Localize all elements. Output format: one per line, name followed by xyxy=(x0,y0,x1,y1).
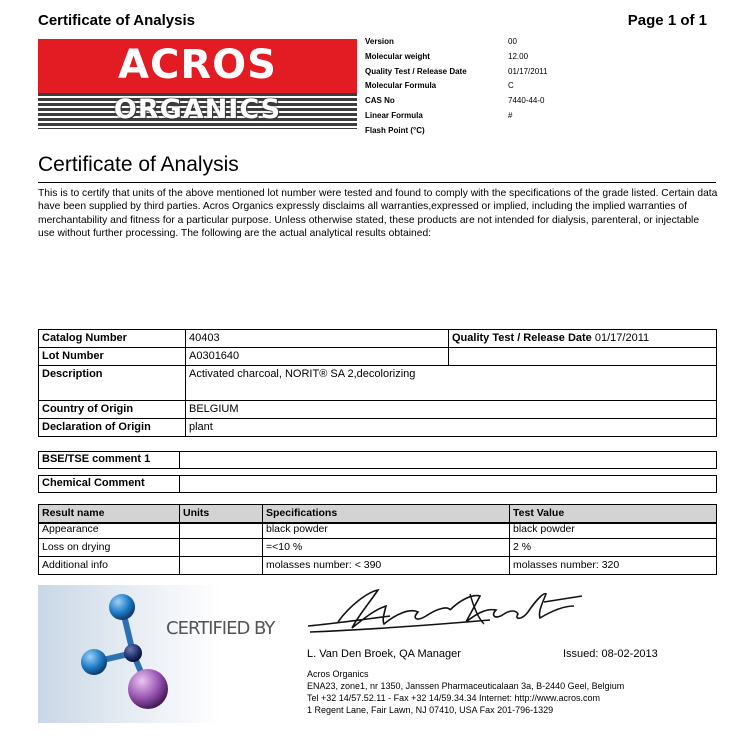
qt-value: 01/17/2011 xyxy=(594,332,650,344)
result-value: 2 % xyxy=(510,539,717,557)
info-label: Molecular Formula xyxy=(365,81,437,91)
info-row xyxy=(365,81,665,96)
result-spec: =<10 % xyxy=(263,539,510,557)
result-value: black powder xyxy=(510,523,717,539)
section-title: Certificate of Analysis xyxy=(38,153,239,176)
logo-acros-text: ACROS xyxy=(118,42,277,88)
info-row xyxy=(365,126,665,141)
table-row xyxy=(39,557,717,575)
table-row xyxy=(39,330,717,348)
signatory-name: L. Van Den Broek, QA Manager xyxy=(307,648,461,660)
intro-text: This is to certify that units of the above mentioned lot number were tested and found to comply with the specifications of the grade listed. Certain data have been supplied by third parties. Acros Organics expressly disclaims all warranties,expressed or implied, including the implied warranties of merchantability and fitness for a particular purpose. Unless otherwise stated, these products are not intended for dialysis, parenteral, or injectable use without further processing. The following are the actual analytical results obtained: xyxy=(38,188,718,239)
table-row xyxy=(39,401,717,419)
info-label: Molecular weight xyxy=(365,51,430,61)
cell-value: A0301640 xyxy=(186,348,449,366)
table-row xyxy=(39,523,717,539)
table-row xyxy=(39,476,717,493)
address-line: ENA23, zone1, nr 1350, Janssen Pharmaceuticalaan 3a, B-2440 Geel, Belgium xyxy=(307,681,625,691)
cell-value: 40403 xyxy=(186,330,449,348)
qt-label: Quality Test / Release Date xyxy=(452,332,592,344)
result-name: Appearance xyxy=(39,523,180,539)
cell-label: Country of Origin xyxy=(39,401,186,419)
info-value: 00 xyxy=(508,37,517,46)
info-label: Version xyxy=(365,37,394,46)
cell-value xyxy=(449,330,717,348)
issued-date: Issued: 08-02-2013 xyxy=(563,648,658,660)
column-header: Result name xyxy=(39,505,180,524)
address-block xyxy=(307,668,624,716)
address-line: 1 Regent Lane, Fair Lawn, NJ 07410, USA Fax 201-796-1329 xyxy=(307,705,554,715)
cell-value: Activated charcoal, NORIT® SA 2,decolorizing xyxy=(186,366,717,401)
table-row xyxy=(39,366,717,401)
result-name: Additional info xyxy=(39,557,180,575)
info-row xyxy=(365,37,665,52)
page-header xyxy=(38,12,707,32)
divider xyxy=(38,182,716,183)
result-name: Loss on drying xyxy=(39,539,180,557)
result-units xyxy=(180,557,263,575)
signature-image xyxy=(300,580,590,646)
table-row xyxy=(39,539,717,557)
bse-table xyxy=(38,451,717,469)
table-header-row xyxy=(39,505,717,524)
info-label: Quality Test / Release Date xyxy=(365,66,467,76)
info-value: C xyxy=(508,81,514,91)
cell-label: Description xyxy=(39,366,186,401)
cell-empty xyxy=(449,348,717,366)
column-header: Specifications xyxy=(263,505,510,524)
doc-title: Certificate of Analysis xyxy=(38,12,195,29)
cell-label: Lot Number xyxy=(39,348,186,366)
column-header: Units xyxy=(180,505,263,524)
results-table xyxy=(38,504,717,575)
result-spec: molasses number: < 390 xyxy=(263,557,510,575)
table-row xyxy=(39,419,717,437)
info-value: # xyxy=(508,110,513,120)
info-value: 01/17/2011 xyxy=(508,66,548,76)
chemical-comment-table xyxy=(38,475,717,493)
cell-label: Chemical Comment xyxy=(39,476,180,493)
molecule-icon xyxy=(38,585,300,723)
result-value: molasses number: 320 xyxy=(510,557,717,575)
table-row xyxy=(39,452,717,469)
lot-details-table xyxy=(38,329,717,437)
info-row xyxy=(365,67,665,82)
page-number: Page 1 of 1 xyxy=(627,12,707,29)
info-row xyxy=(365,96,665,111)
certified-by-text: CERTIFIED BY xyxy=(166,618,275,639)
info-label: Linear Formula xyxy=(365,110,423,120)
cell-label: Catalog Number xyxy=(39,330,186,348)
product-info xyxy=(365,37,665,141)
cell-value xyxy=(180,452,717,469)
info-label: CAS No xyxy=(365,96,395,106)
cell-value: plant xyxy=(186,419,717,437)
acros-organics-logo xyxy=(38,39,357,129)
result-units xyxy=(180,523,263,539)
address-line: Tel +32 14/57.52.11 - Fax +32 14/59.34.34 Internet: http://www.acros.com xyxy=(307,693,601,703)
result-units xyxy=(180,539,263,557)
table-row xyxy=(39,348,717,366)
info-row xyxy=(365,52,665,67)
info-value: 7440-44-0 xyxy=(508,96,545,106)
address-line: Acros Organics xyxy=(307,669,369,679)
cell-label: Declaration of Origin xyxy=(39,419,186,437)
cell-value xyxy=(180,476,717,493)
logo-organics-text: ORGANICS xyxy=(113,94,282,125)
column-header: Test Value xyxy=(510,505,717,524)
certified-by-graphic xyxy=(38,585,300,723)
cell-value: BELGIUM xyxy=(186,401,717,419)
info-label: Flash Point (°C) xyxy=(365,125,425,135)
result-spec: black powder xyxy=(263,523,510,539)
info-value: 12.00 xyxy=(508,51,529,61)
cell-label: BSE/TSE comment 1 xyxy=(39,452,180,469)
info-row xyxy=(365,111,665,126)
